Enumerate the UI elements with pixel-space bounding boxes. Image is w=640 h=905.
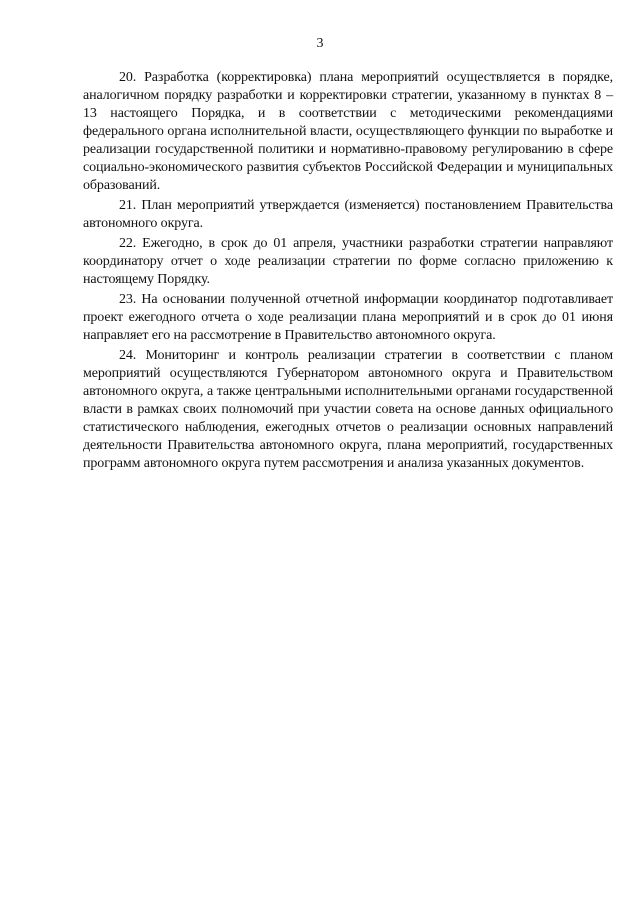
document-body	[83, 69, 613, 473]
page-number: 3	[316, 36, 324, 51]
paragraph-22: 22. Ежегодно, в срок до 01 апреля, участники разработки стратегии направляют координатору отчет о ходе реализации стратегии по форме согласно приложению к настоящему Порядку.	[83, 236, 613, 287]
paragraph-23: 23. На основании полученной отчетной информации координатор подготавливает проект ежегодного отчета о ходе реализации плана мероприятий и в срок до 01 июня направляет его на рассмотрение в Правительство автономного округа.	[83, 292, 613, 343]
paragraph-20: 20. Разработка (корректировка) плана мероприятий осуществляется в порядке, аналогичном порядку разработки и корректировки стратегии, указанному в пунктах 8 – 13 настоящего Порядка, и в соответствии с методическими рекомендациями федерального органа исполнительной власти, осуществляющего функции по выработке и реализации государственной политики и нормативно-правовому регулированию в сфере социально-экономического развития субъектов Российской Федерации и муниципальных образований.	[83, 70, 613, 193]
paragraph-24: 24. Мониторинг и контроль реализации стратегии в соответствии с планом мероприятий осуществляются Губернатором автономного округа и Правительством автономного округа, а также центральными исполнительными органами государственной власти в рамках своих полномочий при участии совета на основе данных официального статистического наблюдения, ежегодных отчетов о реализации основных направлений деятельности Правительства автономного округа, плана мероприятий, государственных программ автономного округа путем рассмотрения и анализа указанных документов.	[83, 348, 613, 471]
paragraph-21: 21. План мероприятий утверждается (изменяется) постановлением Правительства автономного округа.	[83, 198, 613, 231]
